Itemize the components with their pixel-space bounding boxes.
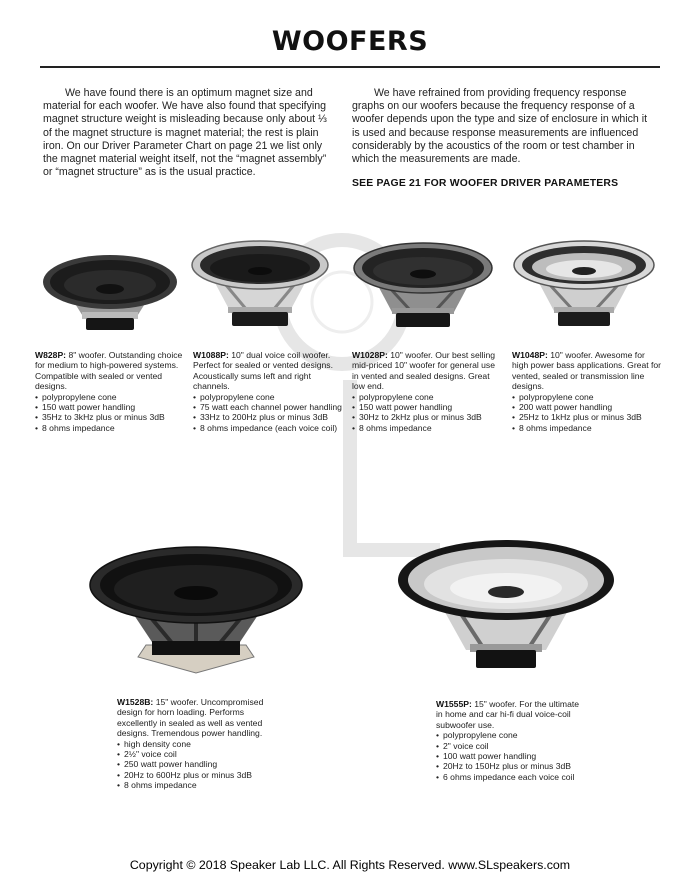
description-text: 15" woofer. For the ultimate in home and car hi-fi dual voice-coil subwoofer use. <box>436 699 580 730</box>
feature-list <box>35 392 185 434</box>
product-w1048p <box>512 350 662 433</box>
product-description <box>117 697 267 739</box>
feature-item: • polypropylene cone <box>512 392 662 402</box>
product-w1528b <box>117 697 267 791</box>
model-name: W1048P: <box>512 350 548 360</box>
description-text: 10" woofer. Awesome for high power bass applications. Great for vented, sealed or transmission line designs. <box>512 350 662 392</box>
product-description <box>436 699 586 730</box>
feature-item: • 150 watt power handling <box>352 402 502 412</box>
intro-right-paragraph <box>352 87 652 166</box>
feature-item: • 25Hz to 1kHz plus or minus 3dB <box>512 412 662 422</box>
feature-item: • 20Hz to 600Hz plus or minus 3dB <box>117 770 267 780</box>
see-page-note: SEE PAGE 21 FOR WOOFER DRIVER PARAMETERS <box>352 178 619 189</box>
description-text: 10" woofer. Our best selling mid-priced 10" woofer for general use in vented and sealed designs. Great low end. <box>352 350 496 392</box>
feature-item: • polypropylene cone <box>352 392 502 402</box>
woofer-15-inch-black-image <box>88 545 304 679</box>
product-w1028p <box>352 350 502 433</box>
feature-list <box>117 739 267 791</box>
model-name: W828P: <box>35 350 67 360</box>
feature-item: • 35Hz to 3kHz plus or minus 3dB <box>35 412 185 422</box>
woofer-10-inch-white-image <box>512 237 656 331</box>
model-name: W1088P: <box>193 350 229 360</box>
feature-item: • 8 ohms impedance <box>352 423 502 433</box>
model-name: W1028P: <box>352 350 388 360</box>
product-description <box>35 350 185 392</box>
model-name: W1555P: <box>436 699 472 709</box>
woofer-10-inch-dual-image <box>190 237 330 333</box>
feature-item: • polypropylene cone <box>193 392 343 402</box>
page-title: WOOFERS <box>271 26 429 57</box>
model-name: W1528B: <box>117 697 154 707</box>
feature-item: • polypropylene cone <box>436 730 586 740</box>
description-text: 10" dual voice coil woofer. Perfect for sealed or vented designs. Acoustically sums left and right channels. <box>193 350 333 392</box>
copyright-footer: Copyright © 2018 Speaker Lab LLC. All Rights Reserved. www.SLspeakers.com <box>129 858 571 872</box>
product-w1088p <box>193 350 343 433</box>
feature-item: • 2" voice coil <box>436 741 586 751</box>
feature-item: • 200 watt power handling <box>512 402 662 412</box>
feature-item: • 150 watt power handling <box>35 402 185 412</box>
feature-item: • 30Hz to 2kHz plus or minus 3dB <box>352 412 502 422</box>
feature-item: • 6 ohms impedance each voice coil <box>436 772 586 782</box>
product-description <box>352 350 502 392</box>
title-divider <box>40 66 660 68</box>
woofer-15-inch-white-image <box>396 540 616 674</box>
feature-item: • 20Hz to 150Hz plus or minus 3dB <box>436 761 586 771</box>
feature-item: • polypropylene cone <box>35 392 185 402</box>
intro-right-text: We have refrained from providing frequency response graphs on our woofers because the frequency response of a woofer depends upon the type and size of enclosure in which it is used and because response measurements are influenced considerably by the acoustics of the room or test chamber in which the measurements are made. <box>352 87 648 166</box>
product-w828p <box>35 350 185 433</box>
product-description <box>512 350 662 392</box>
description-text: 8" woofer. Outstanding choice for medium to high-powered systems. Compatible with sealed or vented designs. <box>35 350 183 392</box>
feature-item: • 75 watt each channel power handling <box>193 402 343 412</box>
feature-list <box>512 392 662 434</box>
description-text: 15" woofer. Uncompromised design for horn loading. Performs excellently in sealed as well as vented designs. Tremendous power handling. <box>117 697 264 739</box>
feature-item: • 33Hz to 200Hz plus or minus 3dB <box>193 412 343 422</box>
intro-left-text: We have found there is an optimum magnet size and material for each woofer. We have also found that specifying magnet structure weight is misleading because only about ⅓ of the magnet structure is magnet material; the rest is plain iron. On our Driver Parameter Chart on page 21 we list only the magnet material weight itself, not the “magnet assembly” or “magnet structure” as is the usual practice. <box>43 87 327 179</box>
feature-item: • 2½" voice coil <box>117 749 267 759</box>
feature-item: • 8 ohms impedance <box>512 423 662 433</box>
feature-list <box>436 730 586 782</box>
feature-list <box>352 392 502 434</box>
feature-item: • 8 ohms impedance (each voice coil) <box>193 423 343 433</box>
feature-item: • 8 ohms impedance <box>35 423 185 433</box>
product-w1555p <box>436 699 586 782</box>
feature-item: • 8 ohms impedance <box>117 780 267 790</box>
product-description <box>193 350 343 392</box>
intro-left-paragraph <box>43 87 338 179</box>
woofer-10-inch-image <box>352 240 494 332</box>
feature-item: • high density cone <box>117 739 267 749</box>
woofer-8-inch-image <box>40 252 180 332</box>
feature-item: • 100 watt power handling <box>436 751 586 761</box>
feature-item: • 250 watt power handling <box>117 759 267 769</box>
feature-list <box>193 392 343 434</box>
